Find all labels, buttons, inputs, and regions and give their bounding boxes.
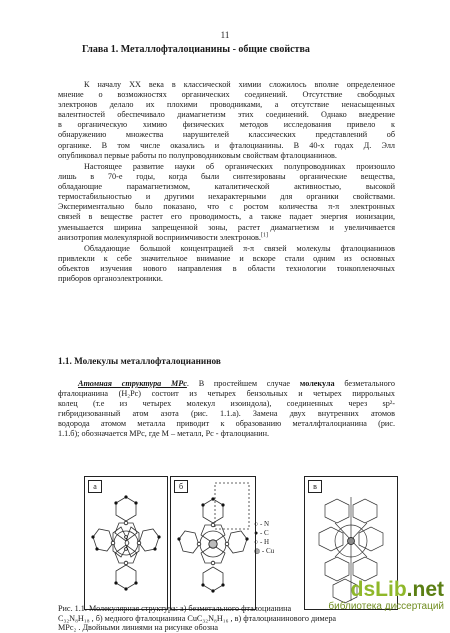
text-line-content: анизотропия молекулярной восприимчивости электронов.: [58, 232, 261, 242]
panel-label-c: в: [308, 480, 322, 493]
text-line: [58, 379, 395, 389]
text-line: уменьшается ширина запрещенной зоны, растет диамагнетизм и увеличивается: [58, 222, 395, 232]
paragraph-atomic-structure: [58, 379, 395, 440]
section-title: 1.1. Молекулы металлофталоцианинов: [58, 356, 221, 366]
text-line: приборов органоэлектроники.: [58, 274, 163, 284]
text-fragment: . В простейшем случае: [186, 379, 300, 388]
paragraph-semiconductors: [58, 162, 395, 243]
text-line: гибридизованный атом азота (рис. 1.1.а). Замена двух внутренних атомов: [58, 409, 395, 419]
text-line: валентностей обеспечивало диамагнетизм этих соединений. Однако внедрение: [58, 110, 395, 120]
text-fragment: безметального: [334, 379, 396, 388]
text-line: обладающие парамагнетизмом, каталитической активностью, высокой: [58, 182, 395, 192]
watermark-logo-main: dsLib: [350, 578, 407, 601]
paragraph-lead: Атомная структура MPc: [78, 379, 187, 388]
legend-nitrogen: ○ - N: [254, 520, 270, 528]
legend-hydrogen: ○ - H: [254, 538, 270, 546]
text-line: фталоцианина (H₂Pc) состоит из четырех бензольных и четырех пиррольных: [58, 389, 395, 399]
text-line: в органическую химию физических методов исследования привело к: [58, 120, 395, 130]
text-line: термостабильностью и другими нехарактерными для органики свойствами.: [58, 192, 395, 202]
panel-label-b: б: [174, 480, 188, 493]
text-line: опубликовал первые работы по полупроводниковым свойствам фталоцианинов.: [58, 150, 337, 160]
watermark-subtitle: библиотека диссертаций: [328, 601, 444, 612]
panel-label-a: а: [88, 480, 102, 493]
figure-legend: [254, 520, 302, 556]
text-line: органике. В том числе оказались и фталоцианины. В 40-х годах Д. Элл: [58, 140, 395, 150]
chapter-title: Глава 1. Металлофталоцианины - общие свойства: [82, 44, 310, 55]
text-line: К началу XX века в классической химии сложилось вполне определенное: [84, 80, 395, 89]
caption-line: C₃₂N₈H₁₈ , б) медного фталоцианина CuC₃₂N₈H₁₆ , в) фталоцианинового димера: [58, 613, 337, 623]
reference-marker: [1]: [260, 231, 268, 238]
figure-panel-a: [84, 476, 168, 610]
page-number: 11: [220, 30, 230, 40]
legend-copper: ◍ - Cu: [254, 547, 275, 555]
watermark: [328, 579, 444, 612]
caption-line: Рис. 1.1. Молекулярная структура: а) безметального фталоцианина: [58, 604, 292, 613]
molecule-cupc-illustration: [171, 477, 255, 609]
text-line: колец (т.е из четырех молекул изоиндола), соединенных через sp²-: [58, 399, 395, 409]
bold-term: молекула: [299, 379, 335, 388]
text-line: водорода атомом металла приводит к образованию металлфталоцианина (рис.: [58, 419, 395, 429]
text-line: связей в веществе растет его проводимость, а также падает энергия ионизации,: [58, 212, 395, 222]
legend-carbon: ● - C: [254, 529, 269, 537]
text-line: объектов изучения нового направления в области технологии тонкопленочных: [58, 264, 395, 274]
text-line: привлекли к себе значительное внимание и вскоре стали одним из основных: [58, 254, 395, 264]
text-line: обнаружению множества нарушителей классических представлений об: [58, 130, 395, 140]
text-line: Экспериментально было показано, что с ростом количества π-π электронных: [58, 202, 395, 212]
caption-line: MPc₂ . Двойными линиями на рисунке обозна: [58, 623, 219, 632]
molecule-h2pc-illustration: [85, 477, 167, 609]
text-line: [58, 233, 395, 243]
paragraph-phthalocyanines: [58, 244, 395, 284]
text-line: лишь в 70-е годы, когда были синтезированы органические вещества,: [58, 172, 395, 182]
text-line: Обладающие большой концентрацией π-π связей молекулы фталоцианинов: [84, 244, 395, 253]
watermark-logo: [328, 579, 444, 601]
text-line: электронов делало их плохими проводниками, а отсутствие ненасыщенных: [58, 100, 395, 110]
figure-panel-b: [170, 476, 256, 610]
paragraph-intro: [58, 80, 395, 161]
text-line: мнение о возможностях органических соединений. Отсутствие свободных: [58, 90, 395, 100]
text-line: Настоящее развитие науки об органических полупроводниках произошло: [84, 162, 395, 171]
watermark-logo-tld: .net: [406, 578, 444, 601]
text-line: 1.1.б); обозначается MPc, где М – металл, Pc - фталоцианин.: [58, 429, 270, 439]
